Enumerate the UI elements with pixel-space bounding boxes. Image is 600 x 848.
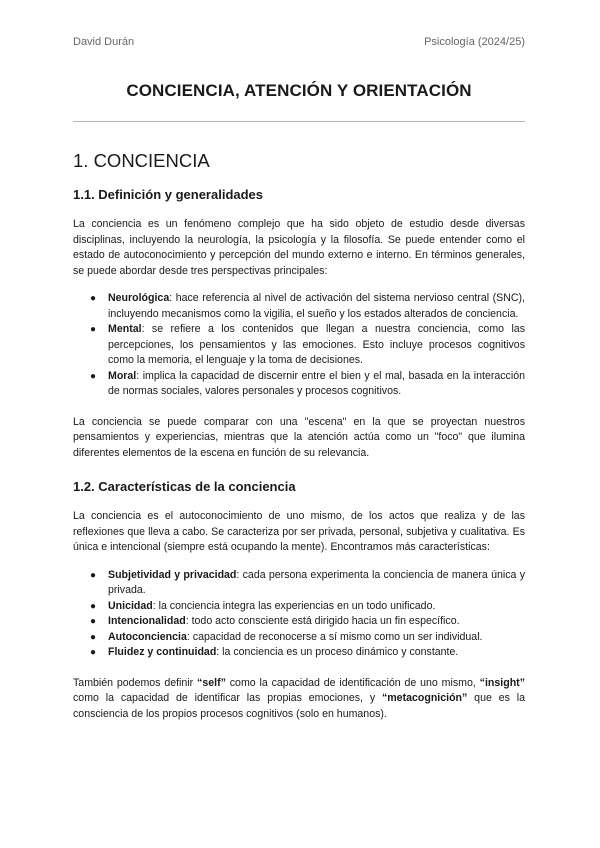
bullet-icon: ● [90,600,97,612]
list-item-term: Neurológica [108,292,170,304]
closing-text: como la capacidad de identificación de uno mismo, [225,676,480,689]
list-item [90,291,525,322]
course-label: Psicología (2024/25) [424,36,525,48]
list-item-text: : hace referencia al nivel de activación del sistema nervioso central (SNC), incluyendo mecanismos como la vigilia, el sueño y los estados alterados de conciencia. [108,292,525,320]
closing-text: También podemos definir [73,676,198,689]
list-item [90,568,525,599]
list-item [90,599,525,615]
closing-text: que es la consciencia de los propios procesos cognitivos (solo en humanos). [73,692,525,720]
list-item [90,614,525,630]
bullet-icon: ● [90,616,97,627]
list-item [90,369,525,400]
document-title: CONCIENCIA, ATENCIÓN Y ORIENTACIÓN [126,81,472,100]
list-item-term: Mental [108,323,142,335]
title-divider [73,121,525,122]
list-item-text: : la conciencia integra las experiencias en un todo unificado. [152,599,436,612]
paragraph-closing-1-2 [73,676,525,723]
paragraph-intro-1-2: La conciencia es el autoconocimiento de uno mismo, de los actos que realiza y de las reflexiones que lleva a cabo. Se caracteriza por ser privada, personal, subjetiva y cualitativa. Es única e intencional (siempre está ocupando la mente). Encontramos más características: [73,510,525,553]
closing-text: como la capacidad de identificar las propias emociones, y [73,692,382,704]
characteristics-list [73,568,525,661]
list-item [90,322,525,369]
section-heading: 1. CONCIENCIA [73,150,210,171]
page-header [73,0,525,48]
author-name: David Durán [73,36,135,48]
list-item-text: : la conciencia es un proceso dinámico y constante. [216,646,459,658]
list-item-text: : implica la capacidad de discernir entre el bien y el mal, basada en la interacción de normas sociales, valores personales y procesos cognitivos. [108,369,525,397]
list-item-text: : cada persona experimenta la conciencia de manera única y privada. [108,568,525,596]
list-item-term: Fluidez y continuidad [108,646,217,658]
bullet-icon: ● [90,631,97,643]
paragraph-closing-1-1: La conciencia se puede comparar con una "escena" en la que se proyectan nuestros pensamientos y experiencias, mientras que la atención actúa como un "foco" que ilumina diferentes elementos de la escena en función de su relevancia. [73,415,525,459]
bullet-icon: ● [90,324,97,335]
term-self: “self” [197,676,226,689]
list-item-text: : todo acto consciente está dirigido hacia un fin específico. [185,615,460,627]
list-item [90,630,525,646]
list-item-term: Subjetividad y privacidad [108,568,237,581]
bullet-icon: ● [90,647,97,658]
paragraph-intro-1-1: La conciencia es un fenómeno complejo que ha sido objeto de estudio desde diversas disciplinas, incluyendo la neurología, la psicología y la filosofía. Se puede entender como el estado de autoconocimiento y percepción del mundo externo e interno. En términos generales, se puede abordar desde tres perspectivas principales: [73,218,525,277]
term-insight: “insight” [479,676,525,689]
list-item-term: Autoconciencia [108,630,187,643]
bullet-icon: ● [90,569,97,581]
list-item-text: : se refiere a los contenidos que llegan a nuestra conciencia, como las percepciones, los pensamientos y las emociones. Esto incluye procesos cognitivos como la memoria, el lenguaje y la toma de decisiones. [108,323,525,366]
subsection-heading-1-1: 1.1. Definición y generalidades [73,187,264,202]
list-item-term: Moral [108,369,137,382]
bullet-icon: ● [90,293,97,304]
list-item [90,645,525,661]
list-item-text: : capacidad de reconocerse a sí mismo como un ser individual. [186,630,483,643]
list-item-term: Intencionalidad [108,615,186,627]
list-item-term: Unicidad [108,599,153,612]
subsection-heading-1-2: 1.2. Características de la conciencia [73,479,296,494]
term-metacognicion: “metacognición” [381,692,468,704]
bullet-icon: ● [90,370,97,382]
perspectives-list [73,291,525,400]
